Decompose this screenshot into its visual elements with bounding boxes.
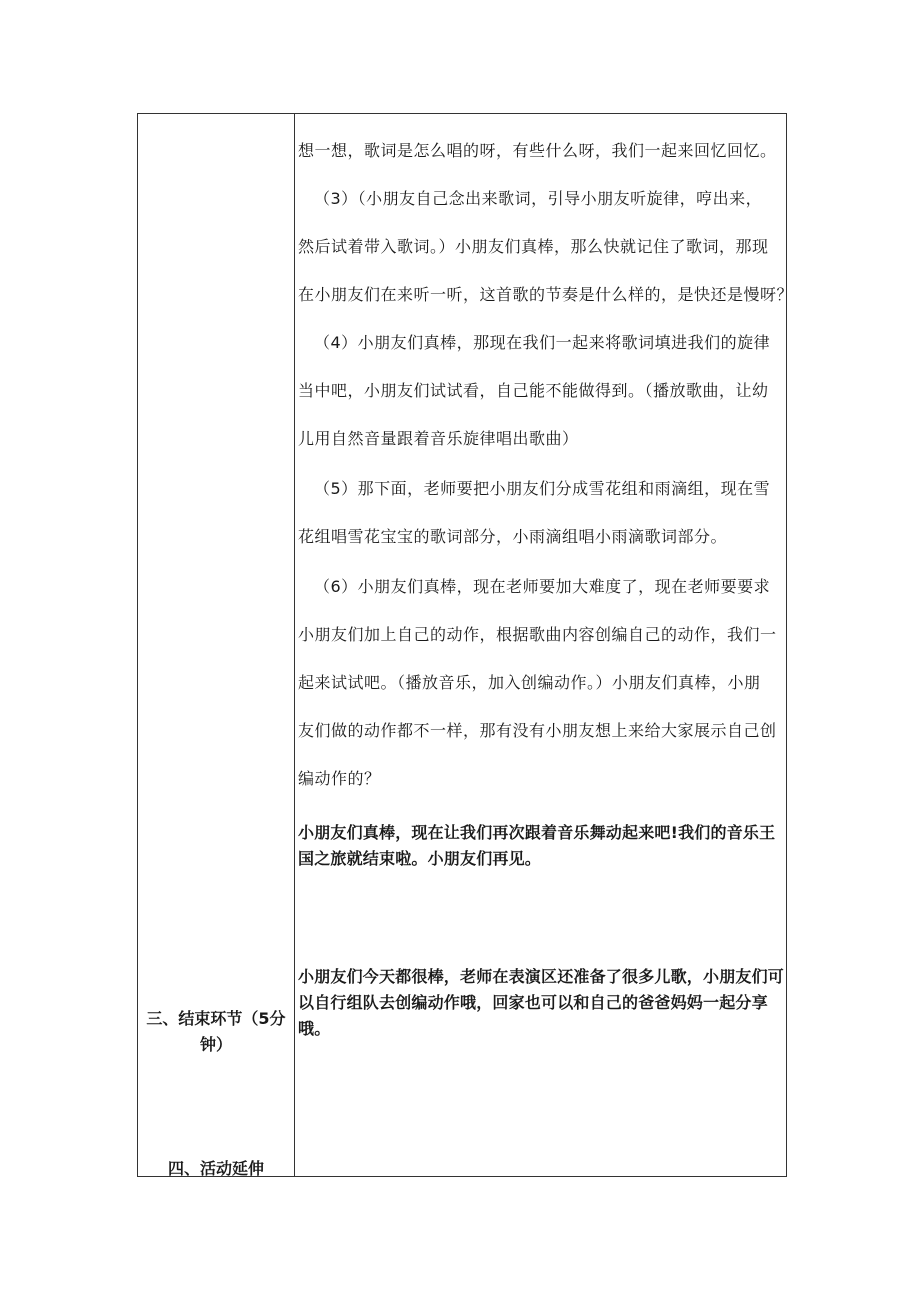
extension-text: 小朋友们今天都很棒，老师在表演区还准备了很多儿歌，小朋友们可以自行组队去创编动作哦，回家也可以和自己的爸爸妈妈一起分享哦。 <box>298 967 785 1038</box>
ending-text: 小朋友们真棒，现在让我们再次跟着音乐舞动起来吧!我们的音乐王国之旅就结束啦。小朋友们再见。 <box>298 823 776 868</box>
lesson-plan-table <box>137 113 794 1178</box>
lesson-line: 花组唱雪花宝宝的歌词部分，小雨滴组唱小雨滴歌词部分。 <box>298 527 728 546</box>
lesson-line: （5）那下面，老师要把小朋友们分成雪花组和雨滴组，现在雪 <box>314 479 771 498</box>
lesson-line: 友们做的动作都不一样，那有没有小朋友想上来给大家展示自己创 <box>298 721 777 740</box>
lesson-line: （6）小朋友们真棒，现在老师要加大难度了，现在老师要要求 <box>314 577 771 596</box>
lesson-line: 当中吧，小朋友们试试看，自己能不能做得到。（播放歌曲，让幼 <box>298 381 769 400</box>
lesson-line: 儿用自然音量跟着音乐旋律唱出歌曲） <box>298 429 579 448</box>
lesson-line: （3）（小朋友自己念出来歌词，引导小朋友听旋律，哼出来， <box>314 189 763 208</box>
lesson-line: 想一想，歌词是怎么唱的呀，有些什么呀，我们一起来回忆回忆。 <box>298 141 777 160</box>
lesson-line: （4）小朋友们真棒，那现在我们一起来将歌词填进我们的旋律 <box>314 333 771 352</box>
lesson-line: 起来试试吧。（播放音乐，加入创编动作。）小朋友们真棒，小朋 <box>298 673 761 692</box>
extension-label: 四、活动延伸 <box>167 1159 264 1178</box>
lesson-line: 编动作的？ <box>298 769 381 788</box>
column-divider <box>294 114 295 1176</box>
ending-label: 三、结束环节（5分钟） <box>146 1009 286 1054</box>
lesson-line: 小朋友们加上自己的动作，根据歌曲内容创编自己的动作，我们一 <box>298 625 777 644</box>
lesson-line: 然后试着带入歌词。）小朋友们真棒，那么快就记住了歌词，那现 <box>298 237 769 256</box>
lesson-line: 在小朋友们在来听一听，这首歌的节奏是什么样的，是快还是慢呀？ <box>298 285 794 304</box>
